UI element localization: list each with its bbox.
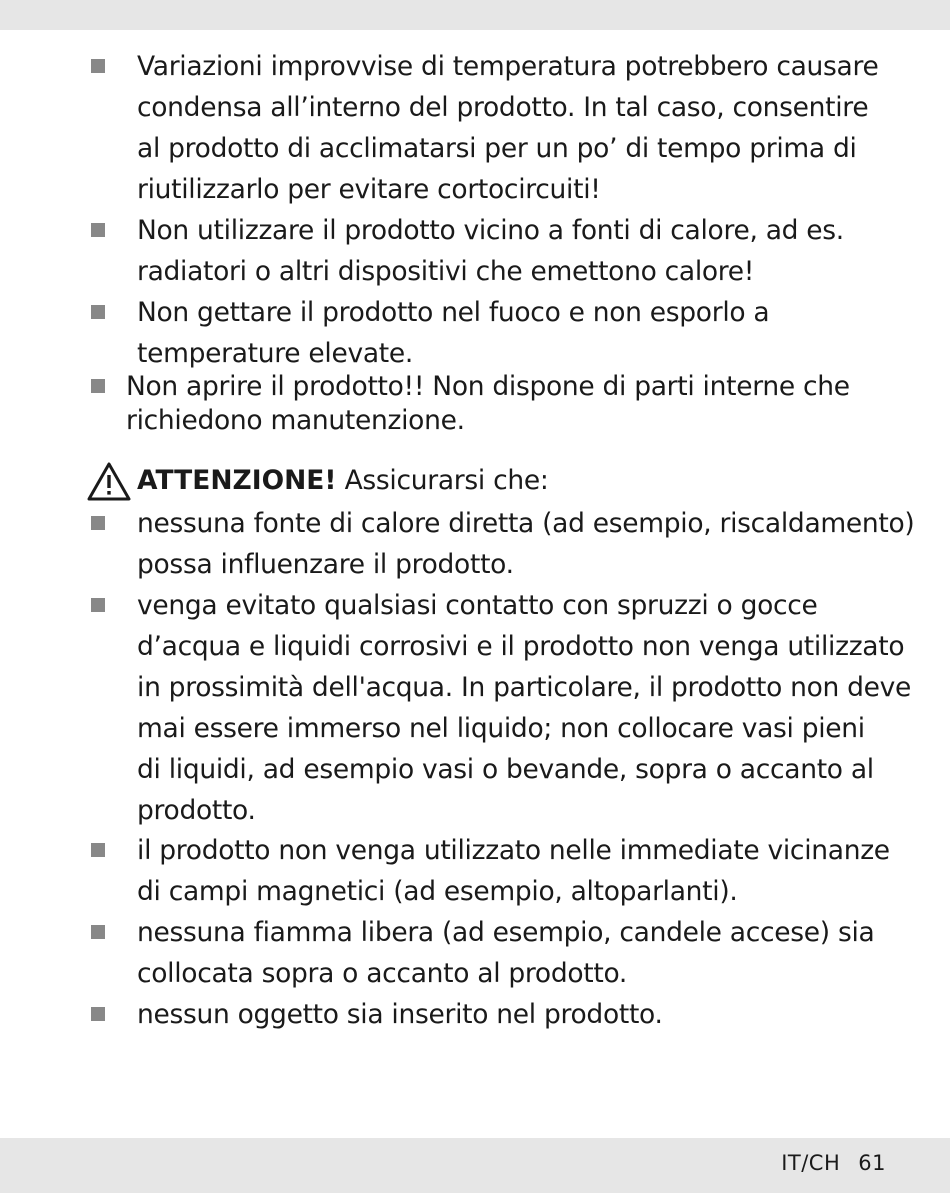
list-item-text: Non gettare il prodotto nel fuoco e non esporlo a temperature elevate. (137, 297, 770, 369)
warning-title: ATTENZIONE! (137, 465, 337, 496)
warning-label (137, 460, 548, 502)
list-item-text: venga evitato qualsiasi contatto con spruzzi o gocce d’acqua e liquidi corrosivi e il prodotto non venga utilizzato in prossimità dell'acqua. In particolare, il prodotto non deve mai essere immerso nel liquido; non collocare vasi pieni di liquidi, ad esempio vasi o bevande, sopra o accanto al prodotto. (137, 590, 912, 826)
footer-locale: IT/CH (781, 1151, 841, 1175)
square-bullet-icon (91, 305, 105, 319)
list-item-text: il prodotto non venga utilizzato nelle immediate vicinanze di campi magnetici (ad esempio, altoparlanti). (137, 835, 890, 907)
list-item-text: Non utilizzare il prodotto vicino a fonti di calore, ad es. radiatori o altri dispositivi che emettono calore! (137, 215, 844, 287)
warning-triangle-icon (87, 462, 131, 502)
square-bullet-icon (91, 598, 105, 612)
warning-heading (87, 460, 907, 502)
list-item-text: Non aprire il prodotto!! Non dispone di parti interne che richiedono manutenzione. (126, 371, 850, 436)
square-bullet-icon (91, 223, 105, 237)
square-bullet-icon (91, 516, 105, 530)
square-bullet-icon (91, 379, 105, 393)
list-item-text: Variazioni improvvise di temperatura potrebbero causare condensa all’interno del prodotto. In tal caso, consentire al prodotto di acclimatarsi per un po’ di tempo prima di riutilizzarlo per evitare cortocircuiti! (137, 51, 879, 205)
square-bullet-icon (91, 925, 105, 939)
square-bullet-icon (91, 1007, 105, 1021)
list-item-text: nessuna fonte di calore diretta (ad esempio, riscaldamento) possa influenzare il prodotto. (137, 508, 915, 580)
top-band (0, 0, 950, 30)
square-bullet-icon (91, 59, 105, 73)
page-footer (781, 1151, 886, 1175)
page-number: 61 (858, 1151, 886, 1175)
list-item-text: nessun oggetto sia inserito nel prodotto. (137, 999, 663, 1030)
list-item-text: nessuna fiamma libera (ad esempio, candele accese) sia collocata sopra o accanto al prodotto. (137, 917, 875, 989)
warning-text: Assicurarsi che: (336, 465, 549, 496)
square-bullet-icon (91, 843, 105, 857)
